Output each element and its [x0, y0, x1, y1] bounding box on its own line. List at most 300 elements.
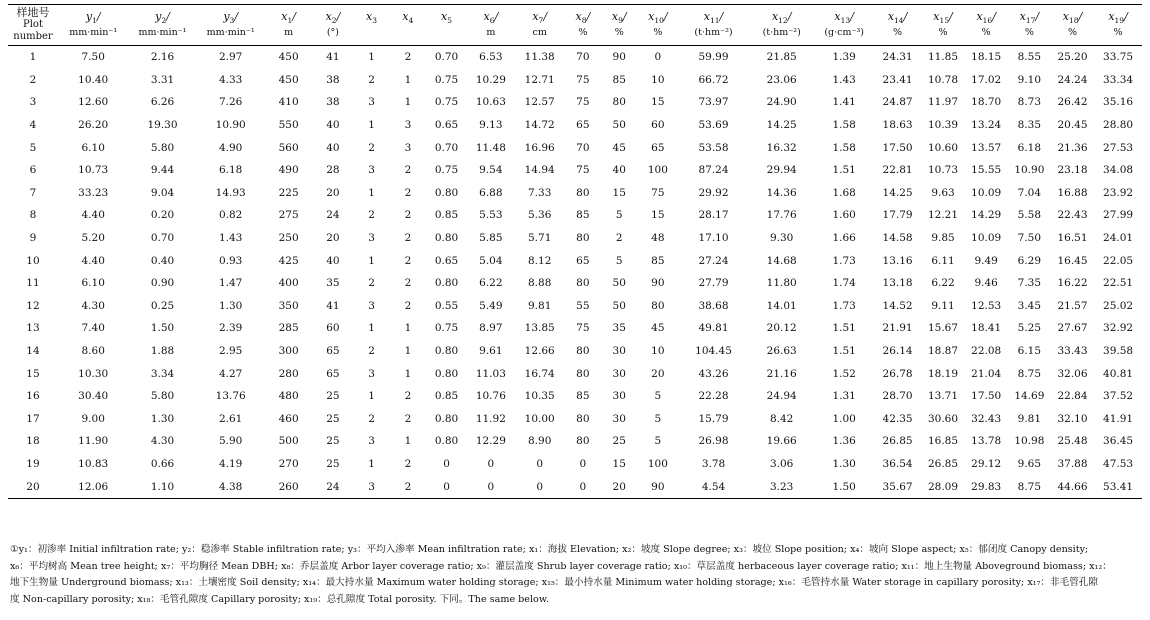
column-unit: %	[578, 27, 588, 39]
table-cell: 16.51	[1057, 232, 1088, 245]
table-cell: 32.10	[1057, 412, 1088, 425]
table-cell: 17.79	[882, 209, 913, 222]
table-cell: 5.80	[150, 390, 175, 403]
table-cell: 2	[390, 475, 426, 498]
table-cell: 22.08	[971, 345, 1002, 358]
table-cell: 25	[326, 390, 340, 403]
table-cell: 22.43	[1057, 209, 1088, 222]
column-unit	[427, 27, 466, 39]
table-cell: 104.45	[695, 345, 732, 358]
table-cell: 36.54	[882, 457, 913, 470]
plot-number-cell: 4	[29, 119, 37, 132]
table-cell: 65	[326, 367, 340, 380]
table-cell: 2	[404, 299, 412, 312]
table-cell: 24.94	[766, 390, 797, 403]
table-cell: 9.81	[528, 299, 552, 312]
table-cell: 8.75	[1017, 367, 1042, 380]
column-header-x19	[1094, 5, 1142, 46]
table-cell: 410	[278, 96, 299, 109]
table-cell: 0.80	[434, 232, 459, 245]
table-cell: 1.36	[832, 435, 856, 448]
table-cell: 73.97	[698, 96, 729, 109]
table-cell: 270	[278, 457, 299, 470]
table-cell: 66.72	[698, 73, 729, 86]
table-cell: 1	[404, 73, 412, 86]
plot-number-header-en: Plot number	[13, 19, 53, 42]
table-cell: 1	[368, 119, 375, 132]
table-cell: 260	[265, 475, 313, 498]
table-cell: 6.26	[150, 96, 175, 109]
plot-number-cell: 17	[26, 412, 40, 425]
table-cell: 16.96	[524, 141, 555, 154]
column-symbol: $x_8/$	[575, 9, 591, 26]
table-row	[8, 136, 1142, 159]
table-cell: 41	[326, 51, 340, 64]
table-cell: 9.46	[974, 277, 998, 290]
table-cell: 30	[612, 412, 626, 425]
table-cell: 12.06	[58, 475, 128, 498]
table-cell: 13.78	[971, 435, 1002, 448]
table-cell: 12.71	[524, 73, 555, 86]
table-cell: 80	[576, 435, 590, 448]
table-cell: 22.81	[882, 164, 913, 177]
column-unit: mm·min⁻¹	[206, 27, 255, 39]
table-cell: 28.80	[1103, 119, 1134, 132]
table-row	[8, 453, 1142, 476]
table-cell: 23.18	[1057, 164, 1088, 177]
table-cell: 50	[612, 299, 626, 312]
table-cell: 4.30	[150, 435, 175, 448]
table-cell: 53.41	[1094, 475, 1142, 498]
column-unit: %	[981, 27, 991, 39]
table-cell: 20.45	[1057, 119, 1088, 132]
table-cell: 10.73	[78, 164, 109, 177]
table-row	[8, 430, 1142, 453]
table-cell: 2.16	[150, 51, 175, 64]
table-cell: 7.33	[528, 186, 552, 199]
table-cell: 2	[368, 412, 375, 425]
table-cell: 10.40	[78, 73, 109, 86]
table-cell: 25.20	[1057, 51, 1088, 64]
table-cell: 14.72	[524, 119, 555, 132]
table-cell: 0.80	[434, 186, 459, 199]
table-cell: 450	[278, 51, 299, 64]
table-row	[8, 475, 1142, 498]
table-cell: 44.66	[1051, 475, 1094, 498]
plot-number-cell: 6	[29, 164, 37, 177]
table-cell: 13.76	[215, 390, 246, 403]
table-cell: 9.10	[1017, 73, 1042, 86]
table-cell: 12.57	[524, 96, 555, 109]
plot-number-cell: 9	[29, 232, 37, 245]
table-cell: 27.24	[698, 254, 729, 267]
plot-number-cell: 19	[26, 457, 40, 470]
table-cell: 3	[368, 164, 375, 177]
column-symbol: $x_4$	[402, 9, 414, 26]
table-cell: 4.90	[218, 141, 243, 154]
table-cell: 53.69	[698, 119, 729, 132]
table-cell: 15	[651, 209, 665, 222]
table-cell: 37.52	[1103, 390, 1134, 403]
table-cell: 21.36	[1057, 141, 1088, 154]
table-cell: 50	[612, 119, 626, 132]
table-cell: 2	[404, 232, 412, 245]
table-cell: 300	[278, 345, 299, 358]
column-header-x17	[1008, 5, 1051, 46]
table-cell: 1	[368, 457, 375, 470]
table-cell: 2	[368, 209, 375, 222]
footnote-line-1: ①y₁：初渗率 Initial infiltration rate; y₂：稳渗率 Stable infiltration rate; y₃：平均入渗率 Mean infiltration rate; x₁：海拔 Elevation; x₂：坡度 Slope degree; x₃：坡位 Slope position; x₄：坡向 Slope aspect; x₅：郁闭度 Canopy density;	[10, 544, 1089, 555]
column-unit: m	[486, 27, 496, 39]
column-unit: %	[1068, 27, 1078, 39]
table-cell: 7.50	[81, 51, 105, 64]
table-cell: 2	[368, 345, 375, 358]
table-cell: 9.04	[150, 186, 175, 199]
column-header-x16	[965, 5, 1008, 46]
table-cell: 40	[326, 254, 340, 267]
table-cell: 25	[326, 435, 340, 448]
table-cell: 26.98	[698, 435, 729, 448]
table-cell: 10.90	[215, 119, 246, 132]
table-cell: 33.23	[78, 186, 109, 199]
table-cell: 5.04	[479, 254, 503, 267]
plot-number-cell: 16	[26, 390, 40, 403]
table-cell: 41	[326, 299, 340, 312]
table-cell: 2	[404, 457, 412, 470]
plot-number-cell: 10	[26, 254, 40, 267]
table-cell: 17.50	[971, 390, 1002, 403]
table-cell: 1.43	[218, 232, 243, 245]
table-cell: 23.41	[882, 73, 913, 86]
table-cell: 14.68	[766, 254, 797, 267]
table-cell: 5.71	[528, 232, 552, 245]
column-unit: mm·min⁻¹	[138, 27, 187, 39]
column-symbol: $x_1/$	[281, 9, 296, 26]
table-cell: 3	[404, 119, 412, 132]
table-cell: 87.24	[698, 164, 729, 177]
column-symbol: $x_{19}/$	[1108, 9, 1128, 26]
column-symbol: $x_{15}/$	[933, 9, 953, 26]
plot-number-cell: 2	[29, 73, 37, 86]
table-cell: 47.53	[1103, 457, 1134, 470]
table-cell: 10.39	[927, 119, 959, 132]
table-cell: 80	[576, 412, 590, 425]
table-cell: 18.70	[971, 96, 1002, 109]
table-cell: 24.01	[1103, 232, 1134, 245]
table-cell: 5	[615, 254, 623, 267]
column-unit: %	[893, 27, 903, 39]
table-cell: 0.93	[218, 254, 243, 267]
table-cell: 14.25	[766, 119, 797, 132]
table-cell: 100	[647, 164, 668, 177]
table-cell: 12.21	[927, 209, 959, 222]
table-cell: 14.52	[882, 299, 913, 312]
table-cell: 75	[576, 322, 590, 335]
table-cell: 17.76	[766, 209, 797, 222]
table-cell: 16.85	[927, 435, 959, 448]
table-cell: 0.70	[434, 141, 459, 154]
table-cell: 7.35	[1017, 277, 1042, 290]
table-cell: 500	[278, 435, 299, 448]
table-cell: 10.63	[475, 96, 506, 109]
table-cell: 2.97	[218, 51, 243, 64]
table-cell: 3	[368, 299, 375, 312]
table-cell: 90	[651, 277, 665, 290]
table-cell: 15.67	[927, 322, 959, 335]
table-cell: 12.60	[78, 96, 109, 109]
table-cell: 30	[612, 345, 626, 358]
table-cell: 2	[368, 73, 375, 86]
table-cell: 60	[326, 322, 340, 335]
table-cell: 4.33	[218, 73, 243, 86]
table-row	[8, 114, 1142, 137]
table-cell: 6.22	[479, 277, 503, 290]
table-cell: 7.26	[218, 96, 243, 109]
column-header-x1	[265, 5, 313, 46]
column-header-x2	[312, 5, 353, 46]
column-header-x18	[1051, 5, 1094, 46]
table-row	[8, 408, 1142, 431]
column-symbol: $y_3/$	[223, 9, 239, 26]
plot-number-cell: 20	[8, 475, 58, 498]
table-cell: 4.40	[81, 254, 105, 267]
table-cell: 6.18	[1017, 141, 1042, 154]
table-cell: 11.48	[475, 141, 506, 154]
table-cell: 0.40	[150, 254, 175, 267]
table-cell: 0.75	[434, 96, 459, 109]
plot-number-cell: 18	[26, 435, 40, 448]
table-cell: 6.53	[479, 51, 503, 64]
table-cell: 1	[368, 186, 375, 199]
table-cell: 27.67	[1057, 322, 1088, 335]
column-header-x11	[678, 5, 748, 46]
table-cell: 5.58	[1017, 209, 1042, 222]
table-cell: 1	[404, 322, 412, 335]
column-unit	[354, 27, 388, 39]
table-cell: 4.54	[678, 475, 748, 498]
table-cell: 1.50	[150, 322, 175, 335]
table-body	[8, 46, 1142, 499]
column-header-x14	[874, 5, 922, 46]
table-cell: 6.22	[931, 277, 955, 290]
table-cell: 65	[651, 141, 665, 154]
table-cell: 21.91	[882, 322, 913, 335]
table-cell: 14.69	[1014, 390, 1045, 403]
table-cell: 0	[426, 475, 467, 498]
table-cell: 19.30	[147, 119, 178, 132]
table-cell: 90	[637, 475, 678, 498]
column-symbol: $x_{14}/$	[887, 9, 908, 26]
table-cell: 80	[576, 277, 590, 290]
table-cell: 59.99	[698, 51, 729, 64]
table-cell: 48	[651, 232, 665, 245]
table-cell: 5.85	[479, 232, 503, 245]
table-cell: 80	[576, 367, 590, 380]
table-cell: 12.53	[971, 299, 1002, 312]
table-cell: 14.01	[766, 299, 797, 312]
table-row	[8, 46, 1142, 69]
table-cell: 11.03	[475, 367, 506, 380]
table-row	[8, 385, 1142, 408]
table-cell: 25	[326, 412, 340, 425]
table-cell: 2	[368, 277, 375, 290]
table-cell: 5.90	[218, 435, 243, 448]
column-header-x8	[565, 5, 601, 46]
table-cell: 0.80	[434, 412, 459, 425]
table-cell: 49.81	[698, 322, 729, 335]
table-cell: 50	[612, 277, 626, 290]
table-cell: 1.31	[832, 390, 856, 403]
table-cell: 0.70	[150, 232, 175, 245]
table-cell: 14.93	[215, 186, 246, 199]
table-row	[8, 182, 1142, 205]
column-header-x6	[467, 5, 515, 46]
table-cell: 1	[404, 96, 412, 109]
column-symbol: $x_{11}/$	[703, 9, 724, 26]
table-cell: 9.54	[479, 164, 503, 177]
data-table	[8, 4, 1142, 499]
table-cell: 29.83	[965, 475, 1008, 498]
table-cell: 14.25	[882, 186, 913, 199]
table-cell: 23.92	[1103, 186, 1134, 199]
table-cell: 0.75	[434, 164, 459, 177]
table-cell: 7.50	[1017, 232, 1042, 245]
table-cell: 10.09	[971, 186, 1002, 199]
table-cell: 40	[612, 164, 626, 177]
table-cell: 32.06	[1057, 367, 1088, 380]
table-cell: 3.31	[150, 73, 175, 86]
table-cell: 38.68	[698, 299, 729, 312]
column-header-x9	[601, 5, 637, 46]
column-unit: %	[653, 27, 663, 39]
table-cell: 2	[404, 164, 412, 177]
table-cell: 15.79	[698, 412, 729, 425]
table-cell: 4.27	[218, 367, 243, 380]
table-cell: 24.87	[882, 96, 913, 109]
table-cell: 1.30	[832, 457, 856, 470]
table-cell: 8.75	[1008, 475, 1051, 498]
table-cell: 19.66	[766, 435, 797, 448]
table-cell: 4.38	[197, 475, 265, 498]
table-cell: 1.00	[832, 412, 856, 425]
table-cell: 0.85	[434, 209, 459, 222]
table-cell: 18.87	[927, 345, 959, 358]
table-cell: 8.97	[479, 322, 503, 335]
table-cell: 85	[576, 209, 590, 222]
column-unit: mm·min⁻¹	[69, 27, 118, 39]
table-cell: 10.00	[524, 412, 555, 425]
table-cell: 3.23	[749, 475, 815, 498]
column-symbol: $x_9/$	[611, 9, 627, 26]
table-cell: 21.57	[1057, 299, 1088, 312]
table-cell: 275	[278, 209, 299, 222]
plot-number-cell: 13	[26, 322, 40, 335]
table-cell: 11.85	[927, 51, 959, 64]
table-cell: 28.09	[921, 475, 964, 498]
table-cell: 29.12	[971, 457, 1002, 470]
column-header-y3	[197, 5, 265, 46]
table-cell: 8.73	[1017, 96, 1042, 109]
table-cell: 30	[612, 367, 626, 380]
table-cell: 12.29	[475, 435, 506, 448]
table-cell: 9.85	[931, 232, 955, 245]
table-cell: 8.88	[528, 277, 552, 290]
table-cell: 39.58	[1103, 345, 1134, 358]
table-cell: 85	[576, 390, 590, 403]
table-cell: 450	[278, 73, 299, 86]
plot-number-cell: 8	[29, 209, 37, 222]
table-cell: 8.55	[1017, 51, 1042, 64]
table-cell: 26.78	[882, 367, 913, 380]
table-cell: 25	[612, 435, 626, 448]
table-cell: 75	[576, 73, 590, 86]
table-cell: 16.74	[524, 367, 555, 380]
table-cell: 70	[576, 141, 590, 154]
table-cell: 0.75	[434, 322, 459, 335]
table-cell: 10.78	[927, 73, 959, 86]
table-cell: 22.84	[1057, 390, 1088, 403]
table-row	[8, 91, 1142, 114]
column-symbol: $x_7/$	[532, 9, 548, 26]
table-cell: 24.24	[1057, 73, 1088, 86]
table-cell: 75	[576, 96, 590, 109]
table-cell: 53.58	[698, 141, 729, 154]
table-cell: 12.66	[524, 345, 555, 358]
table-cell: 2	[404, 277, 412, 290]
table-cell: 10.30	[78, 367, 109, 380]
table-cell: 43.26	[698, 367, 729, 380]
table-cell: 3.45	[1017, 299, 1042, 312]
table-cell: 16.45	[1057, 254, 1088, 267]
column-header-x3	[353, 5, 389, 46]
table-cell: 30	[612, 390, 626, 403]
table-cell: 1	[368, 51, 375, 64]
table-cell: 10.73	[927, 164, 959, 177]
table-cell: 0.80	[434, 277, 459, 290]
column-symbol: $x_2/$	[325, 9, 341, 26]
table-cell: 10.60	[927, 141, 959, 154]
plot-number-cell: 14	[26, 345, 40, 358]
table-cell: 5.36	[528, 209, 552, 222]
table-cell: 550	[278, 119, 299, 132]
table-cell: 75	[651, 186, 665, 199]
table-cell: 0.66	[150, 457, 175, 470]
table-cell: 33.34	[1103, 73, 1134, 86]
table-cell: 2	[404, 254, 412, 267]
table-cell: 80	[612, 96, 626, 109]
table-cell: 38	[326, 96, 340, 109]
table-cell: 6.10	[81, 141, 105, 154]
table-cell: 21.85	[766, 51, 797, 64]
table-cell: 24.90	[766, 96, 797, 109]
table-cell: 26.85	[882, 435, 913, 448]
table-row	[8, 159, 1142, 182]
column-symbol: $x_{13}/$	[834, 9, 854, 26]
column-header-y1	[58, 5, 128, 46]
plot-number-cell: 15	[26, 367, 40, 380]
table-cell: 0.70	[434, 51, 459, 64]
table-cell: 65	[576, 254, 590, 267]
table-cell: 18.19	[927, 367, 959, 380]
table-cell: 4.19	[218, 457, 243, 470]
table-cell: 1.47	[218, 277, 243, 290]
table-cell: 3	[368, 367, 375, 380]
table-cell: 10	[651, 345, 665, 358]
table-cell: 3.06	[769, 457, 794, 470]
table-cell: 2.95	[218, 345, 243, 358]
table-cell: 3.78	[701, 457, 726, 470]
table-cell: 0.90	[150, 277, 175, 290]
